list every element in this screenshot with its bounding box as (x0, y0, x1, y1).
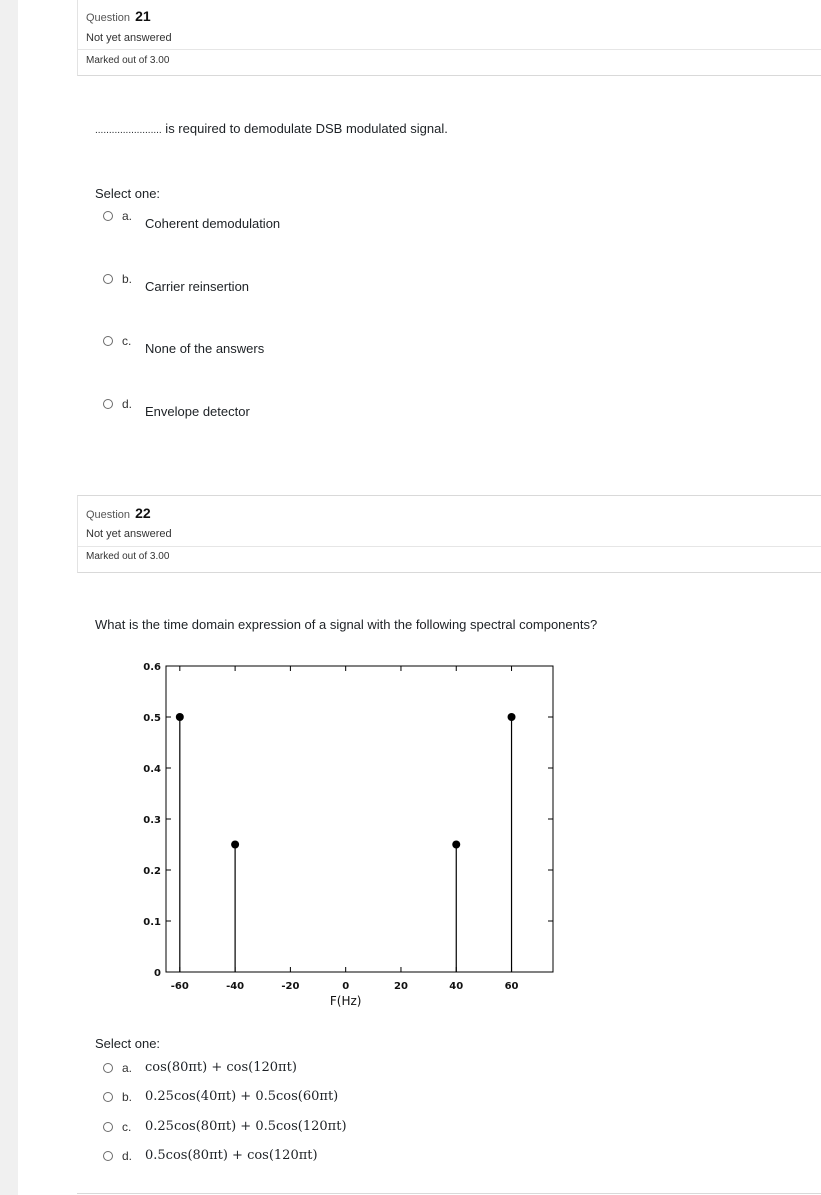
x-tick-label: 20 (394, 981, 408, 992)
y-tick-label: 0.6 (143, 662, 161, 673)
q21-option-d-label[interactable]: Envelope detector (145, 404, 250, 419)
q22-radio-a[interactable] (103, 1063, 113, 1073)
question-22-mark: Marked out of 3.00 (86, 551, 170, 562)
x-tick-label: -60 (170, 981, 189, 992)
q21-letter-d: d. (122, 397, 133, 411)
page-left-strip (0, 0, 18, 1195)
q22-radio-b[interactable] (103, 1092, 113, 1102)
x-tick-label: 0 (342, 981, 350, 992)
y-tick-label: 0.5 (143, 713, 161, 724)
stem-point (452, 841, 460, 849)
y-tick-label: 0.1 (143, 917, 161, 928)
question-21-text: ........................ is required to demodulate DSB modulated signal. (95, 121, 448, 136)
q21-radio-a[interactable] (103, 211, 113, 221)
question-22-select-one: Select one: (95, 1036, 161, 1051)
question-21-number: Question 21 (86, 8, 151, 24)
plot-frame (166, 666, 553, 972)
bottom-divider (77, 1193, 821, 1194)
q22-letter-a: a. (122, 1061, 133, 1075)
question-22-text: What is the time domain expression of a signal with the following spectral components? (95, 617, 598, 632)
y-tick-label: 0 (154, 968, 161, 979)
stem-point (231, 841, 239, 849)
y-tick-label: 0.2 (143, 866, 161, 877)
q22-letter-c: c. (122, 1120, 132, 1134)
question-21-select-one: Select one: (95, 186, 161, 201)
q21-radio-b[interactable] (103, 274, 113, 284)
x-tick-label: -20 (281, 981, 300, 992)
x-tick-label: 40 (449, 981, 464, 992)
q22-letter-b: b. (122, 1090, 133, 1104)
info-divider (78, 49, 821, 50)
q21-radio-c[interactable] (103, 336, 113, 346)
question-21-state: Not yet answered (86, 32, 172, 44)
question-22-info (77, 495, 821, 573)
y-tick-label: 0.4 (143, 764, 161, 775)
q22-option-c-label[interactable]: 0.25cos(80πt) + 0.5cos(120πt) (145, 1119, 347, 1134)
x-tick-label: -40 (226, 981, 245, 992)
q21-option-c-label[interactable]: None of the answers (145, 341, 265, 356)
x-axis-label: F(Hz) (329, 994, 362, 1008)
q22-option-d-label[interactable]: 0.5cos(80πt) + cos(120πt) (145, 1148, 318, 1163)
q21-letter-b: b. (122, 272, 133, 286)
question-22-number: Question 22 (86, 505, 151, 521)
stem-point (176, 713, 184, 721)
q22-radio-c[interactable] (103, 1122, 113, 1132)
q21-radio-d[interactable] (103, 399, 113, 409)
spectrum-stem-chart (130, 655, 570, 1020)
q21-option-a-label[interactable]: Coherent demodulation (145, 216, 281, 231)
question-21-info (77, 0, 821, 76)
q21-option-b-label[interactable]: Carrier reinsertion (145, 279, 250, 294)
q21-letter-a: a. (122, 209, 133, 223)
q22-option-b-label[interactable]: 0.25cos(40πt) + 0.5cos(60πt) (145, 1089, 339, 1104)
q22-option-a-label[interactable]: cos(80πt) + cos(120πt) (145, 1060, 297, 1075)
q22-letter-d: d. (122, 1149, 133, 1163)
x-tick-label: 60 (504, 981, 519, 992)
info-divider (78, 546, 821, 547)
question-22-state: Not yet answered (86, 528, 172, 540)
question-21-mark: Marked out of 3.00 (86, 55, 170, 66)
stem-point (508, 713, 516, 721)
q22-radio-d[interactable] (103, 1151, 113, 1161)
q21-letter-c: c. (122, 334, 132, 348)
y-tick-label: 0.3 (143, 815, 161, 826)
